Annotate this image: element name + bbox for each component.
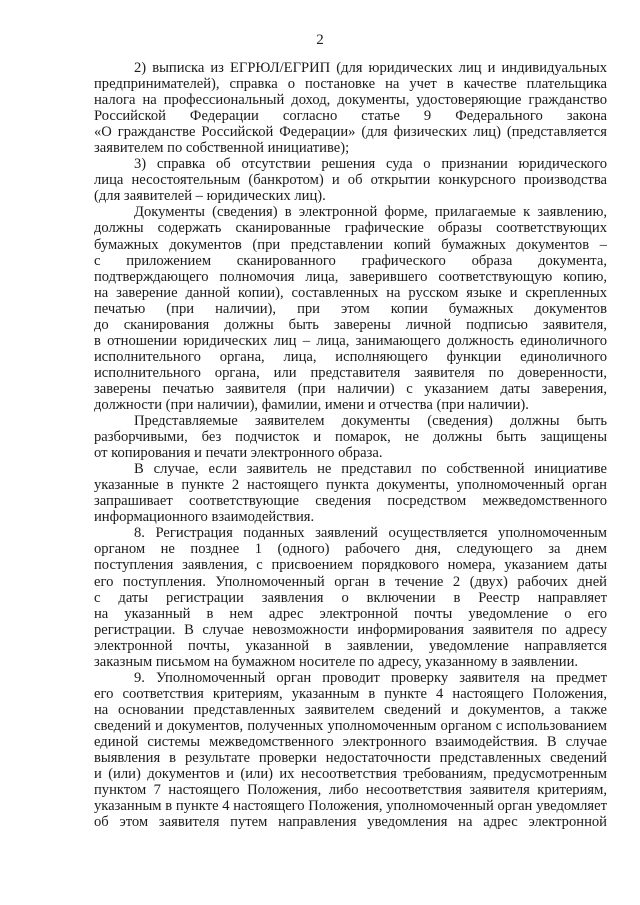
- text-line: и (или) документов и (или) их несоответствия требованиям, предусмотренным: [94, 766, 607, 783]
- text-line: 8. Регистрация поданных заявлений осуществляется уполномоченным: [134, 525, 607, 542]
- paragraph: [94, 204, 607, 413]
- paragraph: [94, 670, 607, 830]
- paragraph: [94, 156, 607, 204]
- text-line: единой системы межведомственного электронного взаимодействия. В случае: [94, 733, 607, 750]
- text-line: на основании представленных заявителем сведений и документов, а также: [94, 701, 607, 718]
- text-line: должности (при наличии), фамилии, имени и отчества (при наличии).: [94, 396, 529, 413]
- text-line: 3) справка об отсутствии решения суда о признании юридического: [134, 156, 607, 173]
- text-line: исполнительного органа, или представителя заявителя по доверенности,: [94, 364, 607, 381]
- text-line: 2) выписка из ЕГРЮЛ/ЕГРИП (для юридических лиц и индивидуальных: [134, 60, 607, 76]
- text-line: его соответствия критериям, указанным в пункте 4 настоящего Положения,: [94, 685, 607, 702]
- text-line: пунктом 7 настоящего Положения, либо несоответствия заявителя критериям,: [94, 782, 607, 799]
- text-line: Российской Федерации согласно статье 9 Федерального закона: [94, 108, 607, 125]
- text-line: заверены печатью заявителя (при наличии) с указанием даты заверения,: [94, 380, 607, 397]
- text-line: в отношении юридических лиц – лица, занимающего должность единоличного: [94, 332, 607, 349]
- text-line: налога на профессиональный доход, документы, удостоверяющие гражданство: [94, 92, 607, 109]
- text-line: на заверение данной копии), составленных на русском языке и скрепленных: [94, 284, 607, 301]
- text-line: выявления в результате проверки недостаточности представленных сведений: [94, 750, 607, 767]
- text-line: подтверждающего полномочия лица, заверившего соответствующую копию,: [94, 268, 607, 285]
- text-line: лица несостоятельным (банкротом) и об открытии конкурсного производства: [94, 172, 607, 189]
- text-line: до сканирования должны быть заверены личной подписью заявителя,: [94, 316, 607, 333]
- text-line: запрашивает соответствующие сведения посредством межведомственного: [94, 493, 607, 510]
- text-line: регистрации. В случае невозможности информирования заявителя по адресу: [94, 621, 607, 638]
- text-line: 9. Уполномоченный орган проводит проверку заявителя на предмет: [134, 669, 607, 686]
- text-line: на указанный в нем адрес электронной почты уведомление о его: [94, 605, 607, 622]
- paragraph: [94, 525, 607, 669]
- text-line: В случае, если заявитель не представил по собственной инициативе: [134, 461, 607, 478]
- text-line: информационного взаимодействия.: [94, 509, 315, 526]
- text-line: «О гражданстве Российской Федерации» (для физических лиц) (представляется: [94, 124, 607, 141]
- document-body: [94, 60, 607, 830]
- text-line: его поступления. Уполномоченный орган в течение 2 (двух) рабочих дней: [94, 573, 607, 590]
- text-line: разборчивыми, без подчисток и помарок, не должны быть защищены: [94, 429, 607, 446]
- text-line: поступления заявления, с присвоением порядкового номера, указанием даты: [94, 557, 607, 574]
- text-line: органом не позднее 1 (одного) рабочего дня, следующего за днем: [94, 541, 607, 558]
- text-line: должны содержать сканированные графические образы соответствующих: [94, 220, 607, 237]
- text-line: печатью (при наличии), при этом копии бумажных документов: [94, 300, 607, 317]
- text-line: электронной почты, указанной в заявлении, уведомление направляется: [94, 637, 607, 654]
- text-line: заявителем по собственной инициативе);: [94, 140, 350, 157]
- page-number: 2: [316, 32, 324, 48]
- text-line: указанным в пункте 4 настоящего Положения, уполномоченный орган уведомляет: [94, 798, 607, 815]
- text-line: предпринимателей), справка о постановке на учет в качестве плательщика: [94, 76, 607, 93]
- text-line: Представляемые заявителем документы (сведения) должны быть: [134, 413, 607, 430]
- text-line: бумажных документов (при представлении копий бумажных документов –: [94, 236, 607, 253]
- text-line: исполнительного органа, лица, исполняющего функции единоличного: [94, 348, 607, 365]
- paragraph: [94, 60, 607, 156]
- text-line: от копирования и печати электронного образа.: [94, 445, 383, 462]
- text-line: указанные в пункте 2 настоящего пункта документы, уполномоченный орган: [94, 477, 607, 494]
- text-line: Документы (сведения) в электронной форме, прилагаемые к заявлению,: [134, 204, 607, 221]
- text-line: (для заявителей – юридических лиц).: [94, 188, 326, 205]
- paragraph: [94, 461, 607, 525]
- text-line: сведений и документов, полученных уполномоченным органом с использованием: [94, 717, 607, 734]
- text-line: с даты регистрации заявления о включении в Реестр направляет: [94, 589, 607, 606]
- text-line: об этом заявителя путем направления уведомления на адрес электронной: [94, 814, 607, 831]
- text-line: с приложением сканированного графического образа документа,: [94, 252, 607, 269]
- text-line: заказным письмом на бумажном носителе по адресу, указанному в заявлении.: [94, 653, 579, 670]
- paragraph: [94, 413, 607, 461]
